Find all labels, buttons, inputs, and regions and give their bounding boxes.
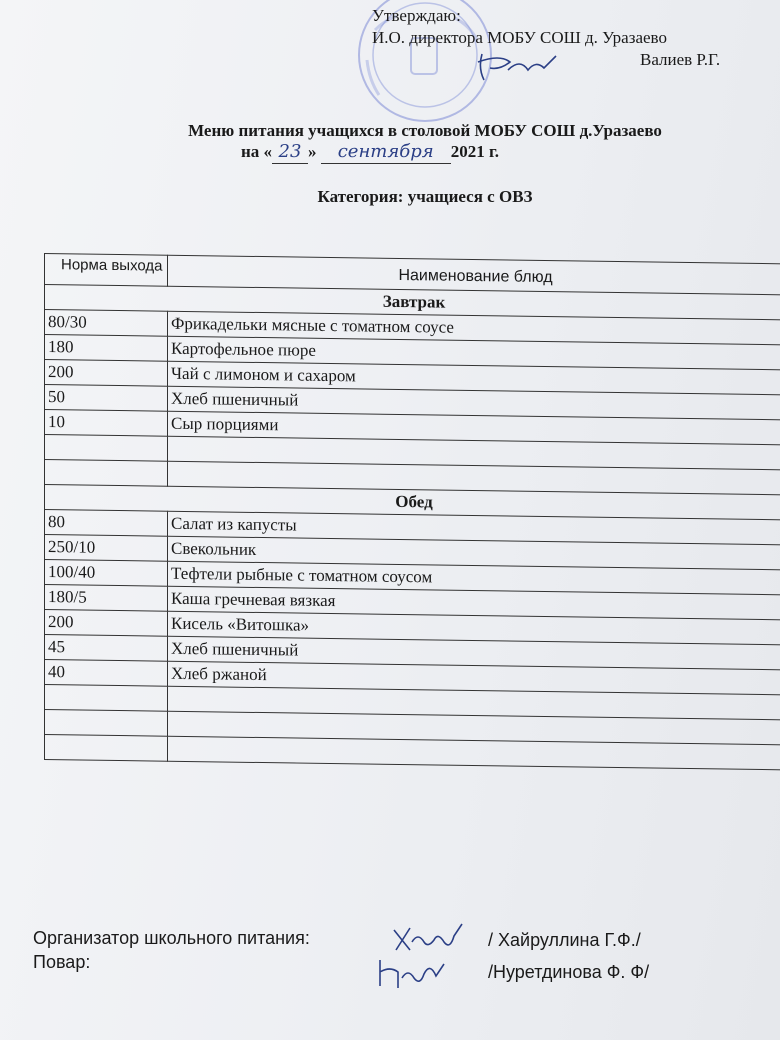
dish-name: Свекольник (168, 536, 780, 570)
dish-name: Сыр порциями (168, 411, 780, 445)
cook-label: Повар: (33, 952, 91, 972)
dish-quantity: 200 (45, 610, 168, 637)
dish-quantity (45, 460, 168, 487)
col-name-header: Наименование блюд (168, 255, 780, 295)
dish-name: Тефтели рыбные с томатном соусом (168, 561, 780, 595)
dish-quantity: 100/40 (45, 560, 168, 587)
dish-quantity: 40 (45, 660, 168, 687)
menu-category: Категория: учащиеся с ОВЗ (317, 187, 533, 206)
menu-date (120, 141, 620, 164)
organizer-name: / Хайруллина Г.Ф./ (488, 930, 641, 950)
dish-quantity (45, 735, 168, 762)
menu-title: Меню питания учащихся в столовой МОБУ СОШ д.Уразаево (188, 121, 662, 140)
cook-name: /Нуретдинова Ф. Ф/ (488, 962, 650, 982)
approval-heading: Утверждаю: (372, 6, 461, 25)
menu-table (44, 253, 780, 770)
date-year: 2021 г. (450, 142, 500, 161)
approval-block (372, 5, 721, 69)
date-mid: » (307, 142, 317, 161)
director-signature (470, 48, 560, 88)
dish-name: Салат из капусты (168, 511, 780, 545)
approval-name: Валиев Р.Г. (640, 50, 721, 69)
date-day: 23 (272, 141, 308, 164)
dish-quantity: 180/5 (45, 585, 168, 612)
dish-name: Хлеб пшеничный (168, 386, 780, 420)
dish-quantity: 180 (45, 335, 168, 362)
lunch-rows (45, 510, 780, 770)
dish-name: Хлеб пшеничный (168, 636, 780, 670)
breakfast-rows (45, 310, 780, 495)
dish-quantity: 80 (45, 510, 168, 537)
lunch-title: Обед (45, 485, 780, 520)
dish-name: Чай с лимоном и сахаром (168, 361, 780, 395)
col-qty-header: Норма выхода (45, 254, 168, 287)
dish-name: Картофельное пюре (168, 336, 780, 370)
dish-quantity: 250/10 (45, 535, 168, 562)
dish-quantity (45, 435, 168, 462)
approval-position: И.О. директора МОБУ СОШ д. Уразаево (372, 28, 667, 47)
dish-quantity (45, 710, 168, 737)
date-month: сентября (321, 141, 451, 164)
dish-name: Кисель «Витошка» (168, 611, 780, 645)
dish-quantity: 50 (45, 385, 168, 412)
breakfast-title: Завтрак (45, 285, 780, 320)
cook-signature (372, 952, 452, 994)
dish-quantity: 45 (45, 635, 168, 662)
dish-name: Каша гречневая вязкая (168, 586, 780, 620)
dish-name: Хлеб ржаной (168, 661, 780, 695)
dish-quantity: 80/30 (45, 310, 168, 337)
dish-quantity (45, 685, 168, 712)
dish-quantity: 200 (45, 360, 168, 387)
organizer-label: Организатор школьного питания: (33, 928, 310, 948)
dish-quantity: 10 (45, 410, 168, 437)
date-prefix: на « (240, 142, 272, 161)
dish-name: Фрикадельки мясные с томатном соусе (168, 311, 780, 345)
